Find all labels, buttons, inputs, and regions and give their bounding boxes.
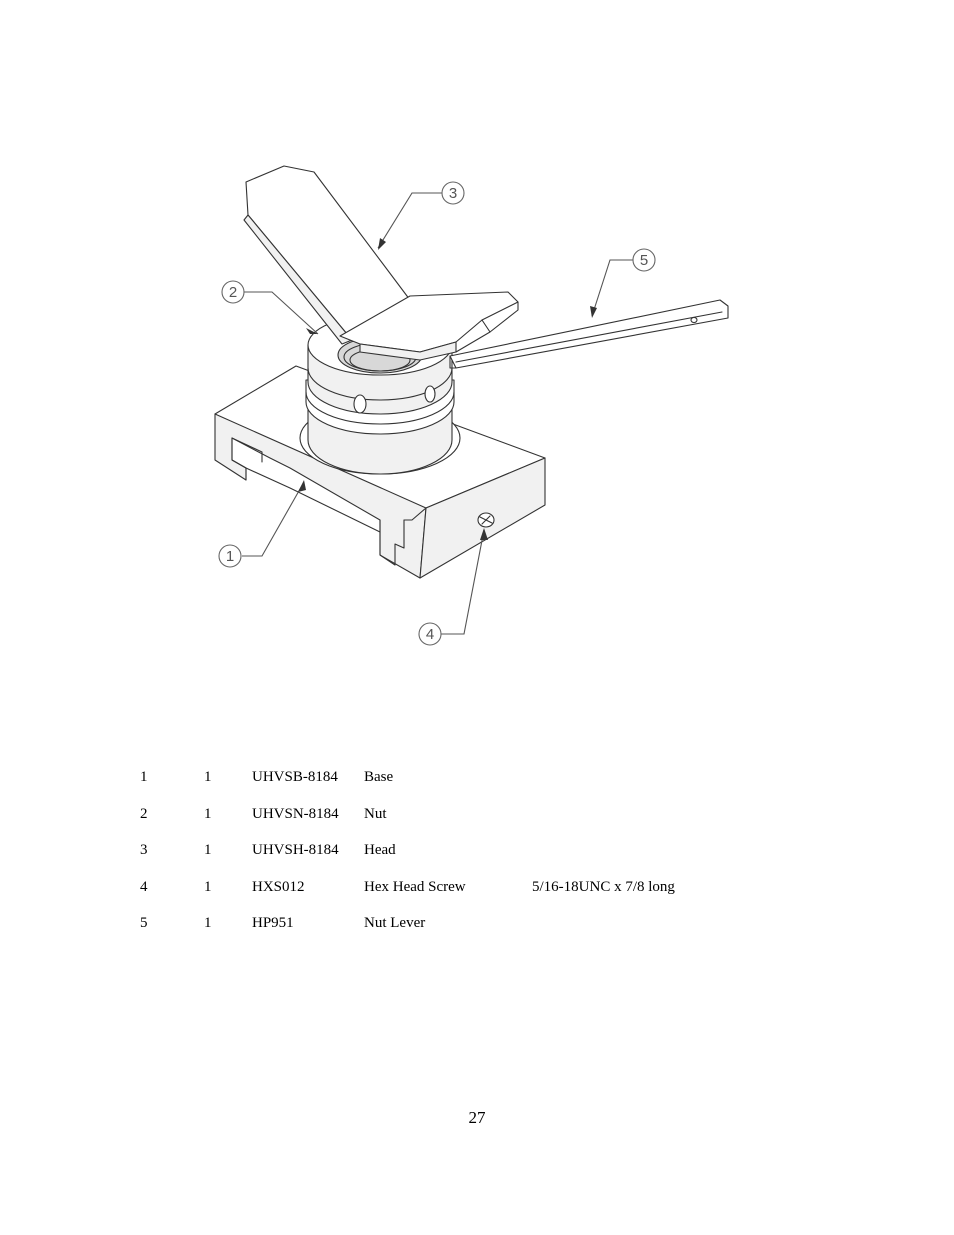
item-number: 3 bbox=[140, 842, 148, 858]
callout-1 bbox=[219, 480, 306, 567]
part-number: HP951 bbox=[252, 915, 294, 931]
quantity: 1 bbox=[204, 915, 212, 931]
part-number: UHVSH-8184 bbox=[252, 842, 339, 858]
quantity: 1 bbox=[204, 879, 212, 895]
part-number: UHVSN-8184 bbox=[252, 806, 339, 822]
callout-5-label: 5 bbox=[639, 252, 649, 269]
part-description: Base bbox=[364, 769, 394, 785]
callout-3 bbox=[378, 182, 464, 250]
callout-5 bbox=[590, 249, 655, 318]
part-description: Nut Lever bbox=[364, 915, 426, 931]
item-number: 1 bbox=[140, 769, 148, 785]
quantity: 1 bbox=[204, 769, 212, 785]
item-number: 2 bbox=[140, 806, 148, 822]
part-description: Nut bbox=[364, 806, 387, 822]
part-description: Head bbox=[364, 842, 396, 858]
head-part bbox=[244, 166, 518, 360]
callout-1-label: 1 bbox=[225, 548, 235, 565]
part-spec: 5/16-18UNC x 7/8 long bbox=[532, 879, 675, 895]
callout-3-label: 3 bbox=[448, 185, 458, 202]
quantity: 1 bbox=[204, 842, 212, 858]
part-number: HXS012 bbox=[252, 879, 305, 895]
item-number: 5 bbox=[140, 915, 148, 931]
quantity: 1 bbox=[204, 806, 212, 822]
part-description: Hex Head Screw bbox=[364, 879, 466, 895]
callout-2-label: 2 bbox=[228, 284, 238, 301]
item-number: 4 bbox=[140, 879, 148, 895]
part-number: UHVSB-8184 bbox=[252, 769, 338, 785]
page-number: 27 bbox=[468, 1108, 486, 1127]
callout-4-label: 4 bbox=[425, 626, 435, 643]
